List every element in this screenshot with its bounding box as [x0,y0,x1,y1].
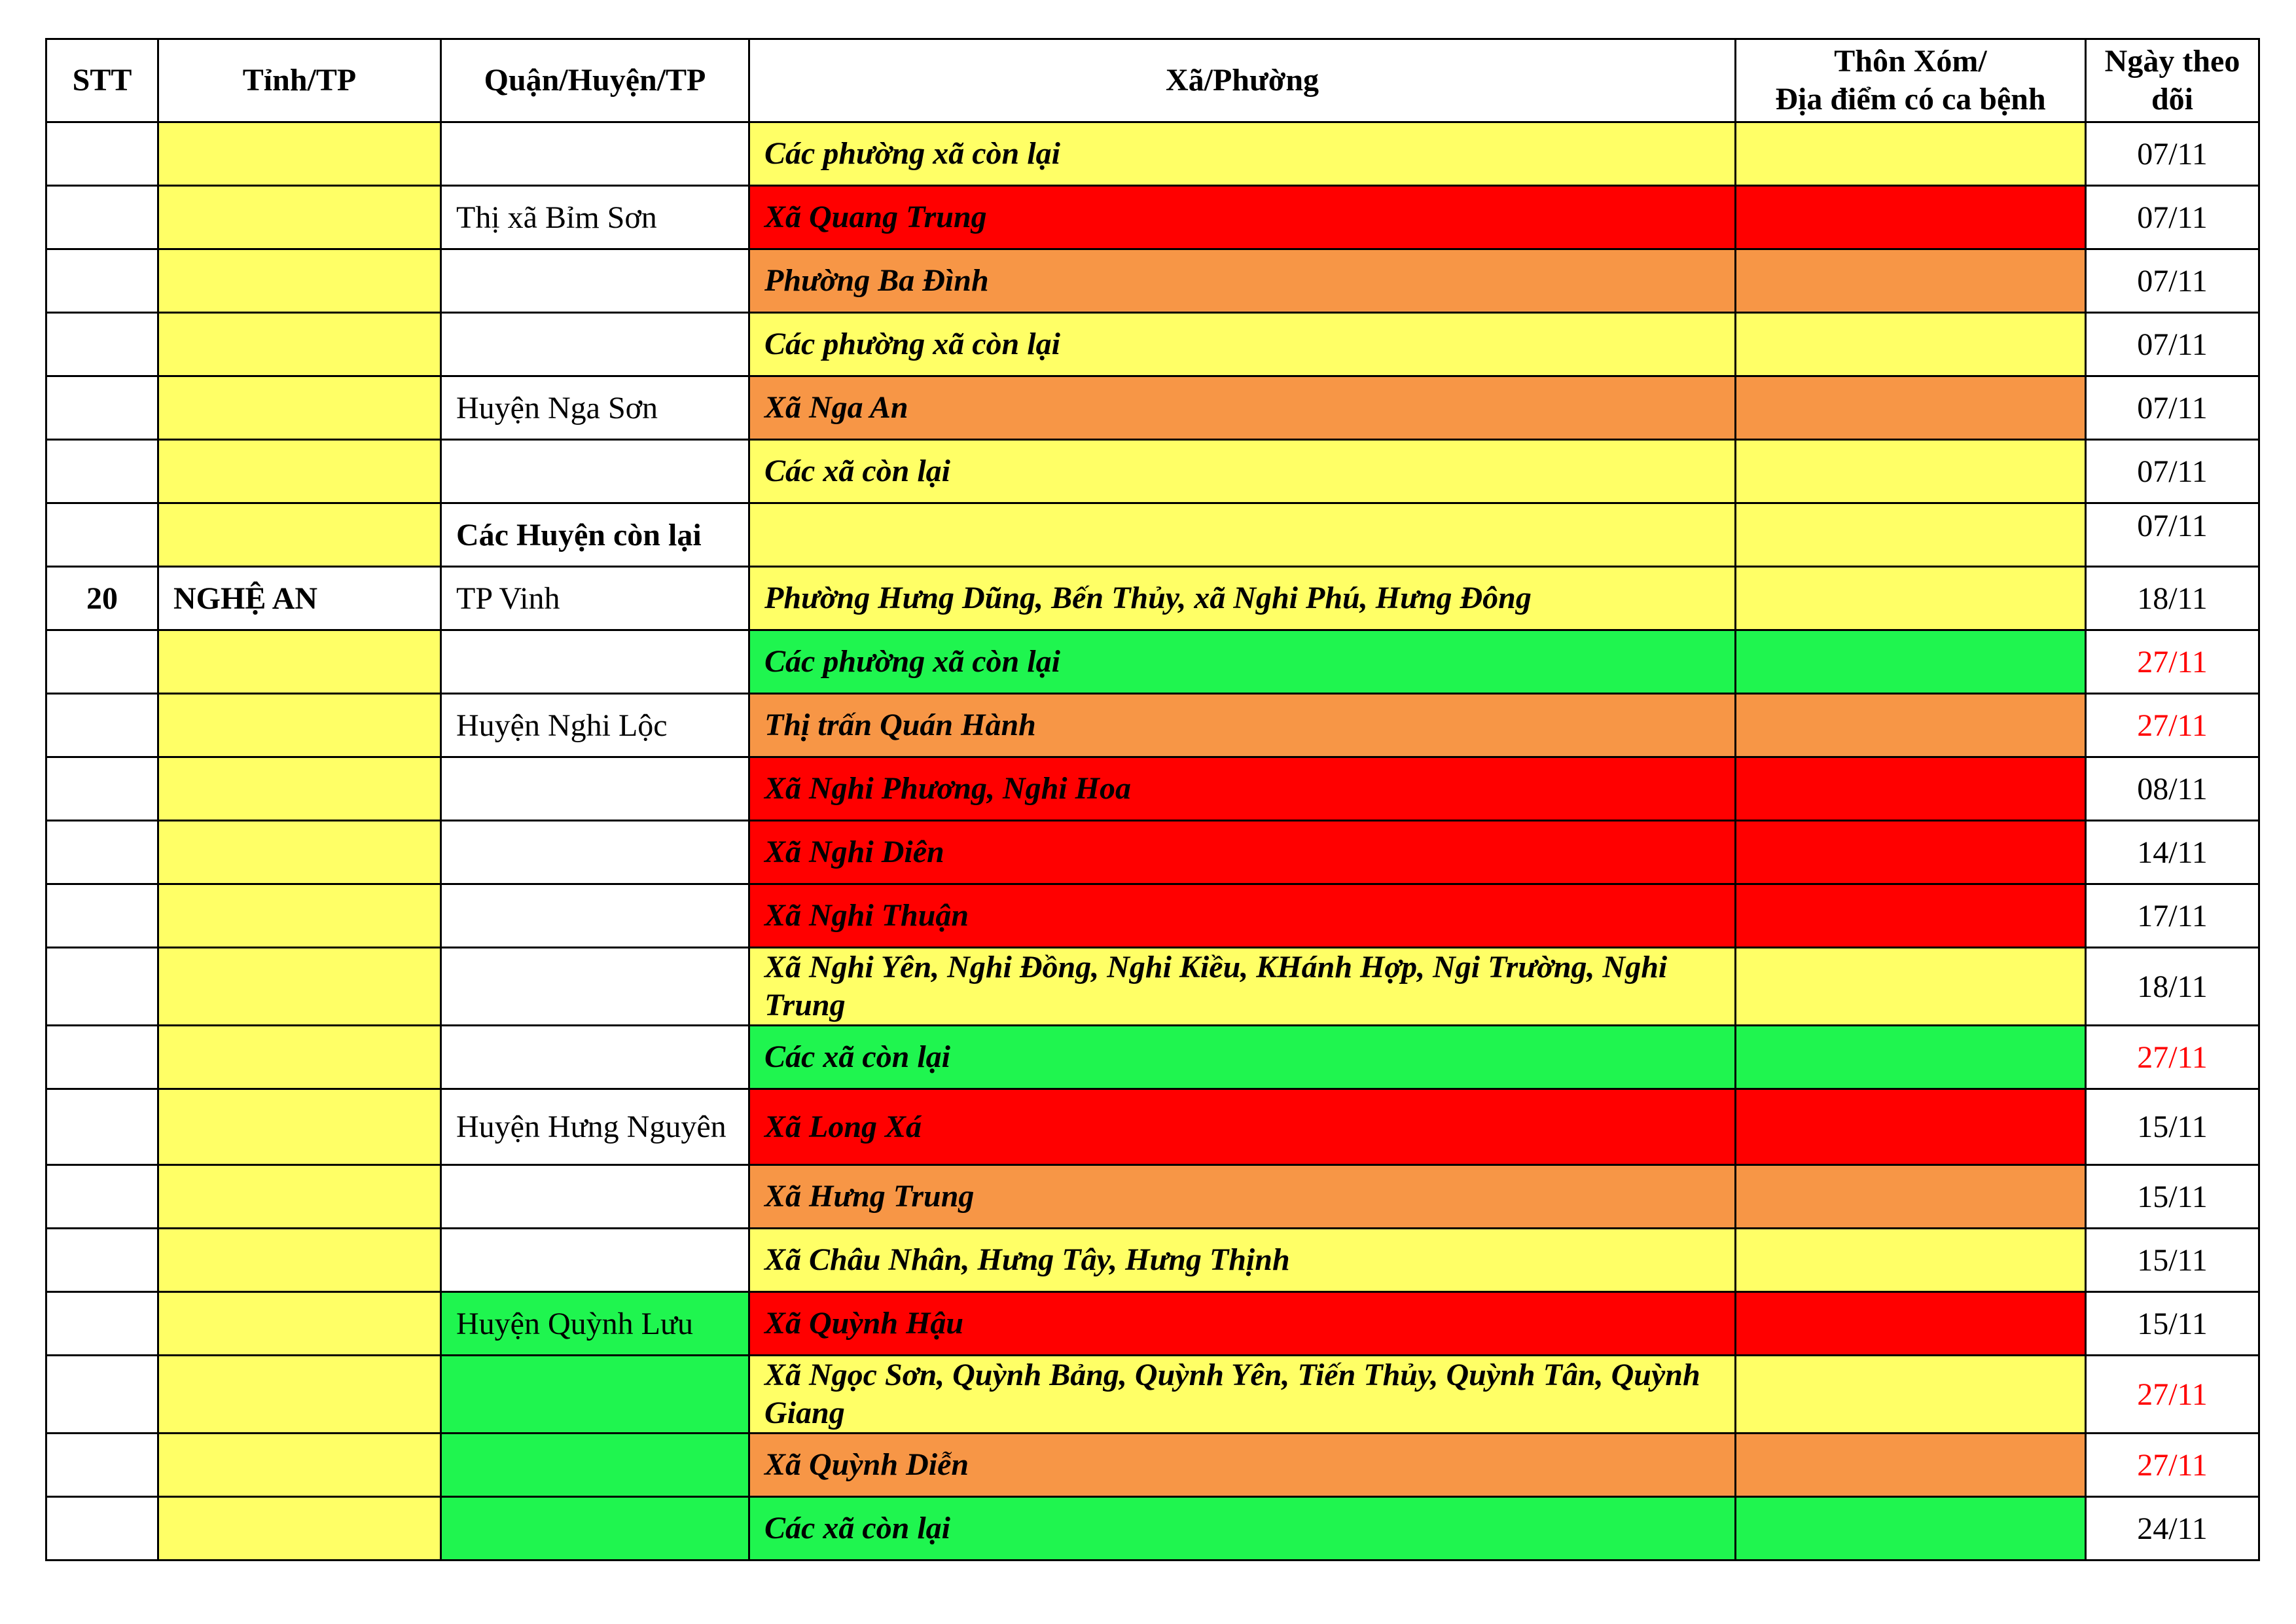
table-row [46,948,2259,1026]
table-row [46,757,2259,821]
date-cell: 18/11 [2086,948,2259,1026]
stt-cell [46,884,158,948]
stt-cell [46,376,158,440]
date-cell: 15/11 [2086,1165,2259,1229]
date-cell: 27/11 [2086,1026,2259,1089]
district-cell [441,948,749,1026]
stt-cell [46,249,158,313]
province-cell [158,630,441,694]
commune-cell: Xã Hưng Trung [749,1165,1736,1229]
hamlet-cell [1736,1026,2086,1089]
commune-cell: Xã Quỳnh Diễn [749,1434,1736,1497]
commune-cell: Các phường xã còn lại [749,630,1736,694]
date-cell: 07/11 [2086,376,2259,440]
date-cell: 15/11 [2086,1229,2259,1292]
district-cell [441,440,749,503]
province-cell [158,186,441,249]
monitoring-table [45,38,2260,1561]
hamlet-cell [1736,630,2086,694]
table-row [46,313,2259,376]
district-cell [441,1026,749,1089]
table-row [46,122,2259,186]
province-cell [158,1229,441,1292]
stt-cell: 20 [46,567,158,630]
hamlet-cell [1736,1089,2086,1165]
header-hamlet-line2: Địa điểm có ca bệnh [1775,82,2046,117]
district-cell [441,1434,749,1497]
district-cell [441,821,749,884]
province-cell [158,122,441,186]
table-row [46,1356,2259,1434]
date-cell: 24/11 [2086,1497,2259,1561]
table-row [46,1026,2259,1089]
stt-cell [46,630,158,694]
table-row [46,1434,2259,1497]
table-row [46,440,2259,503]
hamlet-cell [1736,821,2086,884]
date-cell: 08/11 [2086,757,2259,821]
stt-cell [46,1497,158,1561]
district-cell: Huyện Nghi Lộc [441,694,749,757]
district-cell: Huyện Quỳnh Lưu [441,1292,749,1356]
table-row [46,1292,2259,1356]
date-cell: 07/11 [2086,249,2259,313]
commune-cell: Xã Nghi Phương, Nghi Hoa [749,757,1736,821]
table-row [46,376,2259,440]
hamlet-cell [1736,1229,2086,1292]
district-cell [441,1229,749,1292]
table-row [46,1497,2259,1561]
commune-cell: Các xã còn lại [749,1026,1736,1089]
province-cell [158,1497,441,1561]
district-cell: Huyện Hưng Nguyên [441,1089,749,1165]
date-cell: 07/11 [2086,440,2259,503]
stt-cell [46,1229,158,1292]
district-cell: Các Huyện còn lại [441,503,749,567]
hamlet-cell [1736,122,2086,186]
date-cell: 07/11 [2086,313,2259,376]
hamlet-cell [1736,884,2086,948]
district-cell [441,1356,749,1434]
table-row [46,1089,2259,1165]
commune-cell: Xã Nghi Diên [749,821,1736,884]
stt-cell [46,313,158,376]
commune-cell: Xã Nghi Thuận [749,884,1736,948]
province-cell [158,503,441,567]
hamlet-cell [1736,376,2086,440]
header-date-line2: dõi [2151,82,2194,117]
commune-cell: Xã Long Xá [749,1089,1736,1165]
province-cell [158,821,441,884]
province-cell [158,1434,441,1497]
hamlet-cell [1736,1165,2086,1229]
district-cell [441,313,749,376]
header-district: Quận/Huyện/TP [441,39,749,122]
province-cell [158,249,441,313]
table-row [46,567,2259,630]
province-cell [158,440,441,503]
commune-cell: Xã Ngọc Sơn, Quỳnh Bảng, Quỳnh Yên, Tiến Thủy, Quỳnh Tân, Quỳnh Giang [749,1356,1736,1434]
header-province: Tỉnh/TP [158,39,441,122]
header-date [2086,39,2259,122]
hamlet-cell [1736,249,2086,313]
district-cell: TP Vinh [441,567,749,630]
commune-cell: Các xã còn lại [749,440,1736,503]
date-cell: 07/11 [2086,503,2259,567]
stt-cell [46,186,158,249]
province-cell [158,1165,441,1229]
commune-cell: Các phường xã còn lại [749,313,1736,376]
table-row [46,503,2259,567]
hamlet-cell [1736,186,2086,249]
table-row [46,884,2259,948]
header-commune: Xã/Phường [749,39,1736,122]
province-cell [158,376,441,440]
hamlet-cell [1736,1434,2086,1497]
commune-cell: Xã Nghi Yên, Nghi Đồng, Nghi Kiều, KHánh Hợp, Ngi Trường, Nghi Trung [749,948,1736,1026]
district-cell [441,122,749,186]
stt-cell [46,694,158,757]
district-cell [441,757,749,821]
table-row [46,1165,2259,1229]
stt-cell [46,1434,158,1497]
commune-cell: Xã Nga An [749,376,1736,440]
province-cell [158,948,441,1026]
date-cell: 27/11 [2086,630,2259,694]
stt-cell [46,821,158,884]
stt-cell [46,440,158,503]
commune-cell: Xã Châu Nhân, Hưng Tây, Hưng Thịnh [749,1229,1736,1292]
province-cell [158,313,441,376]
header-stt: STT [46,39,158,122]
province-cell: NGHỆ AN [158,567,441,630]
hamlet-cell [1736,694,2086,757]
province-cell [158,884,441,948]
date-cell: 18/11 [2086,567,2259,630]
district-cell [441,1165,749,1229]
stt-cell [46,757,158,821]
table-row [46,186,2259,249]
hamlet-cell [1736,948,2086,1026]
hamlet-cell [1736,757,2086,821]
hamlet-cell [1736,567,2086,630]
table-row [46,821,2259,884]
commune-cell: Xã Quang Trung [749,186,1736,249]
stt-cell [46,1292,158,1356]
table-row [46,249,2259,313]
stt-cell [46,1165,158,1229]
commune-cell: Thị trấn Quán Hành [749,694,1736,757]
date-cell: 15/11 [2086,1089,2259,1165]
date-cell: 07/11 [2086,122,2259,186]
table-row [46,1229,2259,1292]
header-hamlet-line1: Thôn Xóm/ [1834,44,1987,79]
hamlet-cell [1736,1356,2086,1434]
province-cell [158,1026,441,1089]
stt-cell [46,1026,158,1089]
header-date-line1: Ngày theo [2104,44,2240,79]
date-cell: 27/11 [2086,1434,2259,1497]
date-cell: 27/11 [2086,694,2259,757]
date-cell: 15/11 [2086,1292,2259,1356]
commune-cell: Phường Hưng Dũng, Bến Thủy, xã Nghi Phú, Hưng Đông [749,567,1736,630]
commune-cell: Phường Ba Đình [749,249,1736,313]
stt-cell [46,1089,158,1165]
stt-cell [46,503,158,567]
date-cell: 14/11 [2086,821,2259,884]
province-cell [158,694,441,757]
hamlet-cell [1736,1497,2086,1561]
hamlet-cell [1736,440,2086,503]
province-cell [158,1356,441,1434]
commune-cell: Các phường xã còn lại [749,122,1736,186]
stt-cell [46,1356,158,1434]
district-cell [441,630,749,694]
hamlet-cell [1736,503,2086,567]
district-cell [441,884,749,948]
stt-cell [46,948,158,1026]
district-cell [441,1497,749,1561]
commune-cell [749,503,1736,567]
header-hamlet [1736,39,2086,122]
date-cell: 07/11 [2086,186,2259,249]
commune-cell: Các xã còn lại [749,1497,1736,1561]
district-cell: Huyện Nga Sơn [441,376,749,440]
date-cell: 27/11 [2086,1356,2259,1434]
stt-cell [46,122,158,186]
district-cell: Thị xã Bỉm Sơn [441,186,749,249]
district-cell [441,249,749,313]
province-cell [158,1089,441,1165]
hamlet-cell [1736,313,2086,376]
province-cell [158,757,441,821]
province-cell [158,1292,441,1356]
table-row [46,630,2259,694]
hamlet-cell [1736,1292,2086,1356]
date-cell: 17/11 [2086,884,2259,948]
header-row [46,39,2259,122]
commune-cell: Xã Quỳnh Hậu [749,1292,1736,1356]
table-row [46,694,2259,757]
